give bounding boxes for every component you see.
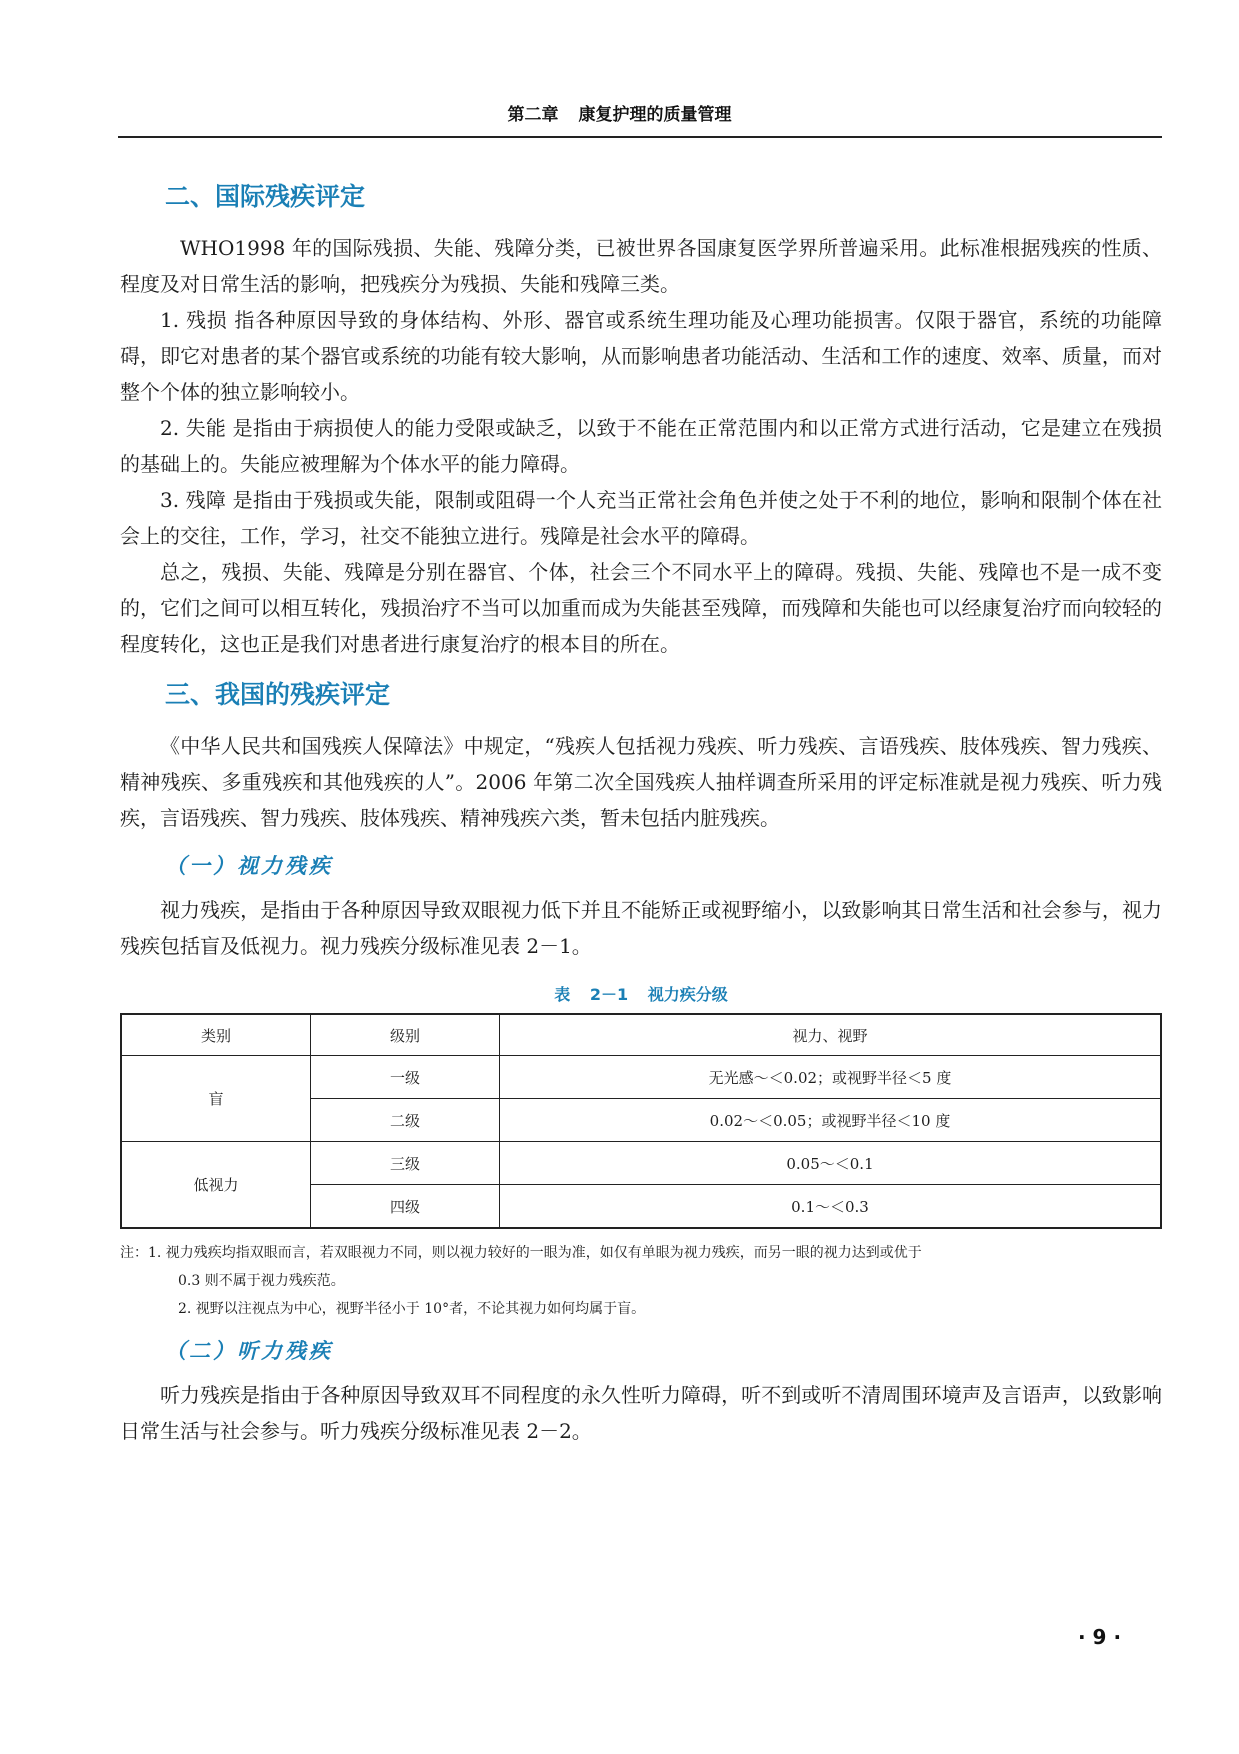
table-note: 0.3 则不属于视力残疾范。: [178, 1273, 345, 1289]
table-row: [121, 1056, 1161, 1099]
table-header-cell: 级别: [311, 1014, 500, 1056]
paragraph: 1. 残损 指各种原因导致的身体结构、外形、器官或系统生理功能及心理功能损害。仅限于器官，系统的功能障碍，即它对患者的某个器官或系统的功能有较大影响，从而影响患者功能活动、生活和工作的速度、效率、质量，而对整个个体的独立影响较小。: [120, 308, 1162, 404]
paragraph: 2. 失能 是指由于病损使人的能力受限或缺乏，以致于不能在正常范围内和以正常方式进行活动，它是建立在残损的基础上的。失能应被理解为个体水平的能力障碍。: [120, 416, 1162, 476]
paragraph: 总之，残损、失能、残障是分别在器官、个体，社会三个不同水平上的障碍。残损、失能、残障也不是一成不变的，它们之间可以相互转化，残损治疗不当可以加重而成为失能甚至残障，而残障和失能也可以经康复治疗而向较轻的程度转化，这也正是我们对患者进行康复治疗的根本目的所在。: [120, 560, 1162, 656]
table-note: 2. 视野以注视点为中心，视野半径小于 10°者，不论其视力如何均属于盲。: [178, 1301, 646, 1317]
table-cell-criteria: 无光感～＜0.02；或视野半径＜5 度: [500, 1056, 1162, 1099]
page-content: [120, 180, 1162, 1449]
table-cell-grade: 一级: [311, 1056, 500, 1099]
table-cell-category: 低视力: [121, 1142, 311, 1229]
table-header-cell: 视力、视野: [500, 1014, 1162, 1056]
table-notes: [120, 1239, 1162, 1323]
visual-disability-table: [120, 1013, 1162, 1229]
paragraph: WHO1998 年的国际残损、失能、残障分类，已被世界各国康复医学界所普遍采用。此标准根据残疾的性质、程度及对日常生活的影响，把残疾分为残损、失能和残障三类。: [120, 236, 1162, 296]
running-head: 第二章 康复护理的质量管理: [507, 105, 732, 125]
paragraph: 3. 残障 是指由于残损或失能，限制或阻碍一个人充当正常社会角色并使之处于不利的地位，影响和限制个体在社会上的交往，工作，学习，社交不能独立进行。残障是社会水平的障碍。: [120, 488, 1162, 548]
table-row: [121, 1142, 1161, 1185]
paragraph: 《中华人民共和国残疾人保障法》中规定，“残疾人包括视力残疾、听力残疾、言语残疾、肢体残疾、智力残疾、精神残疾、多重残疾和其他残疾的人”。2006 年第二次全国残疾人抽样调查所采用的评定标准就是视力残疾、听力残疾，言语残疾、智力残疾、肢体残疾、精神残疾六类，暂未包括内脏残疾。: [120, 734, 1162, 830]
subsection-heading-visual: （一）视力残疾: [165, 853, 333, 878]
table-cell-category: 盲: [121, 1056, 311, 1142]
section-heading-national: 三、我国的残疾评定: [165, 680, 391, 709]
table-cell-criteria: 0.02～＜0.05；或视野半径＜10 度: [500, 1099, 1162, 1142]
table-cell-grade: 二级: [311, 1099, 500, 1142]
table-header-cell: 类别: [121, 1014, 311, 1056]
table-cell-grade: 三级: [311, 1142, 500, 1185]
table-cell-grade: 四级: [311, 1185, 500, 1229]
page-number: · 9 ·: [1078, 1625, 1122, 1649]
table-header-row: [121, 1014, 1161, 1056]
table-cell-criteria: 0.05～＜0.1: [500, 1142, 1162, 1185]
section-heading-international: 二、国际残疾评定: [165, 182, 366, 211]
subsection-heading-hearing: （二）听力残疾: [165, 1338, 333, 1363]
paragraph: 视力残疾，是指由于各种原因导致双眼视力低下并且不能矫正或视野缩小，以致影响其日常生活和社会参与，视力残疾包括盲及低视力。视力残疾分级标准见表 2－1。: [120, 898, 1162, 958]
table-title: 表 2－1 视力疾分级: [554, 985, 728, 1004]
table-note: 注：1. 视力残疾均指双眼而言，若双眼视力不同，则以视力较好的一眼为准，如仅有单眼为视力残疾，而另一眼的视力达到或优于: [120, 1245, 922, 1261]
paragraph: 听力残疾是指由于各种原因导致双耳不同程度的永久性听力障碍，听不到或听不清周围环境声及言语声，以致影响日常生活与社会参与。听力残疾分级标准见表 2－2。: [120, 1383, 1162, 1443]
header-rule: [118, 136, 1162, 138]
table-cell-criteria: 0.1～＜0.3: [500, 1185, 1162, 1229]
